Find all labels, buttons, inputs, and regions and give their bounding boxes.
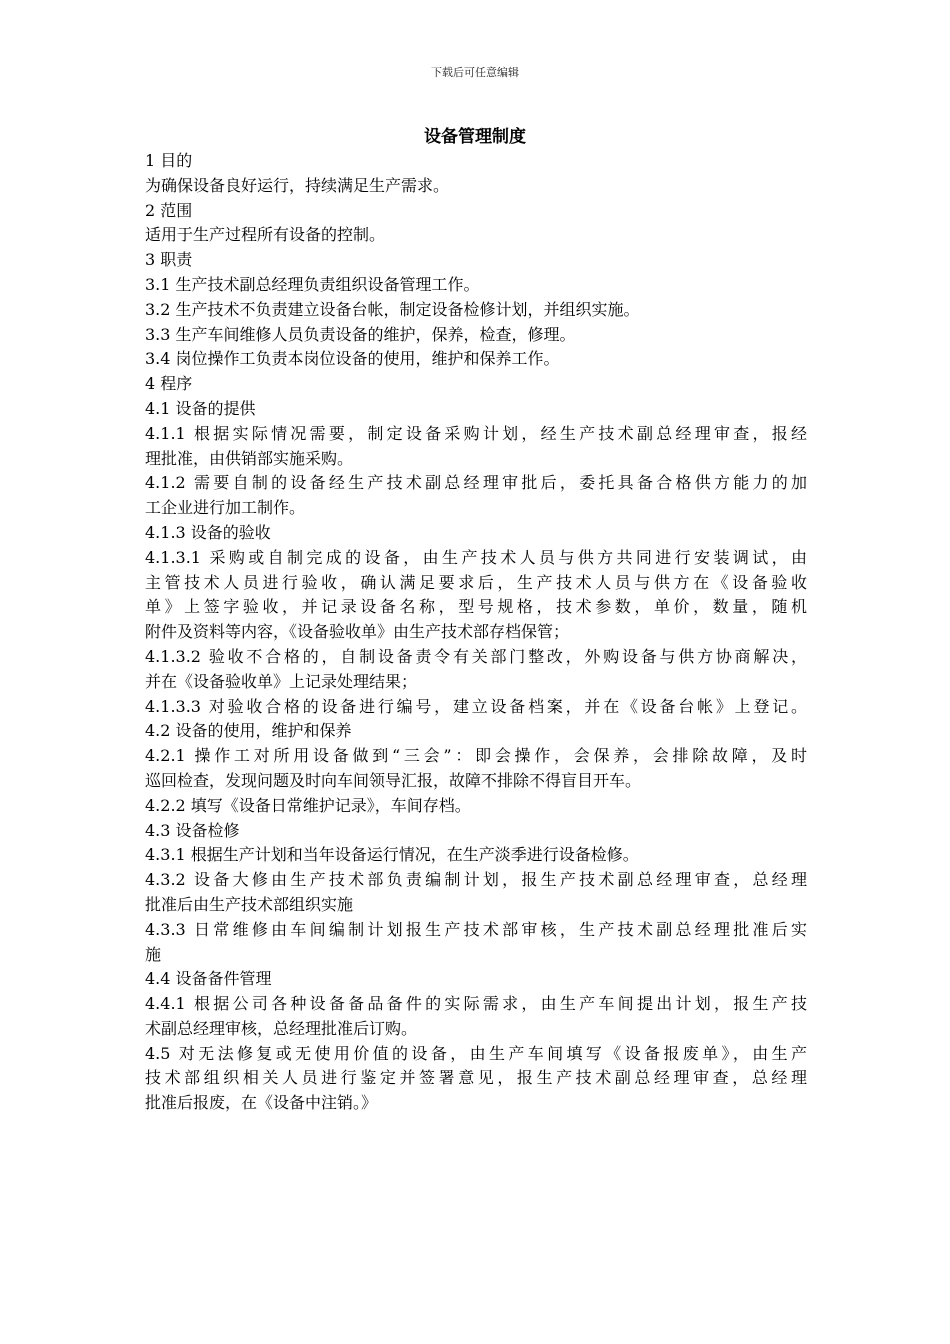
text-line: 批准后报废，在《设备中注销。》: [145, 1093, 378, 1113]
text-line: 4.1.1 根据实际情况需要，制定设备采购计划，经生产技术副总经理审查，报经: [145, 423, 807, 443]
text-line: 4.1.3 设备的验收: [145, 522, 271, 542]
text-line: 批准后由生产技术部组织实施: [145, 894, 354, 914]
text-line: 4.2.2 填写《设备日常维护记录》，车间存档。: [145, 795, 471, 815]
text-line: 3 职责: [145, 250, 193, 270]
text-line: 施: [145, 944, 162, 964]
document-title: 设备管理制度: [424, 127, 526, 147]
text-line: 3.4 岗位操作工负责本岗位设备的使用，维护和保养工作。: [145, 349, 560, 369]
text-line: 4.1.2 需要自制的设备经生产技术副总经理审批后，委托具备合格供方能力的加: [145, 473, 807, 493]
text-line: 3.3 生产车间维修人员负责设备的维护，保养，检查，修理。: [145, 324, 576, 344]
text-line: 巡回检查，发现问题及时向车间领导汇报，故障不排除不得盲目开车。: [145, 770, 642, 790]
text-line: 3.1 生产技术副总经理负责组织设备管理工作。: [145, 274, 480, 294]
text-line: 4.3.3 日常维修由车间编制计划报生产技术部审核，生产技术副总经理批准后实: [145, 919, 807, 939]
document-body: [145, 149, 807, 1116]
text-line: 技术部组织相关人员进行鉴定并签署意见，报生产技术副总经理审查，总经理: [145, 1068, 807, 1088]
text-line: 附件及资料等内容，《设备验收单》由生产技术部存档保管；: [145, 622, 570, 642]
text-line: 适用于生产过程所有设备的控制。: [145, 225, 386, 245]
text-line: 1 目的: [145, 151, 193, 170]
text-line: 4.4.1 根据公司各种设备备品备件的实际需求，由生产车间提出计划，报生产技: [145, 994, 807, 1014]
text-line: 2 范围: [145, 200, 193, 220]
text-line: 4.2.1 操作工对所用设备做到“三会”：即会操作，会保养，会排除故障，及时: [145, 746, 807, 766]
text-line: 4.4 设备备件管理: [145, 969, 272, 989]
text-line: 理批准，由供销部实施采购。: [145, 448, 354, 468]
text-line: 4.3.2 设备大修由生产技术部负责编制计划，报生产技术副总经理审查，总经理: [145, 870, 807, 890]
text-line: 4.1 设备的提供: [145, 398, 256, 418]
text-line: 4.1.3.1 采购或自制完成的设备，由生产技术人员与供方共同进行安装调试，由: [145, 547, 807, 567]
text-line: 4.3.1 根据生产计划和当年设备运行情况，在生产淡季进行设备检修。: [145, 845, 639, 865]
text-line: 4.2 设备的使用，维护和保养: [145, 721, 352, 741]
text-line: 3.2 生产技术不负责建立设备台帐，制定设备检修计划，并组织实施。: [145, 299, 640, 319]
header-note: 下载后可任意编辑: [431, 66, 519, 79]
text-line: 工企业进行加工制作。: [145, 498, 306, 518]
text-line: 术副总经理审核，总经理批准后订购。: [145, 1018, 418, 1038]
text-line: 主管技术人员进行验收，确认满足要求后，生产技术人员与供方在《设备验收: [145, 572, 807, 592]
text-line: 并在《设备验收单》上记录处理结果；: [145, 671, 418, 691]
text-line: 4.1.3.3 对验收合格的设备进行编号，建立设备档案，并在《设备台帐》上登记。: [145, 696, 807, 716]
text-line: 单》上签字验收，并记录设备名称，型号规格，技术参数，单价，数量，随机: [145, 597, 807, 617]
text-line: 4.5 对无法修复或无使用价值的设备，由生产车间填写《设备报废单》，由生产: [145, 1043, 807, 1063]
text-line: 4.3 设备检修: [145, 820, 240, 840]
text-line: 4 程序: [145, 374, 193, 394]
text-line: 为确保设备良好运行，持续满足生产需求。: [145, 175, 450, 195]
text-line: 4.1.3.2 验收不合格的，自制设备责令有关部门整改，外购设备与供方协商解决，: [145, 646, 807, 666]
